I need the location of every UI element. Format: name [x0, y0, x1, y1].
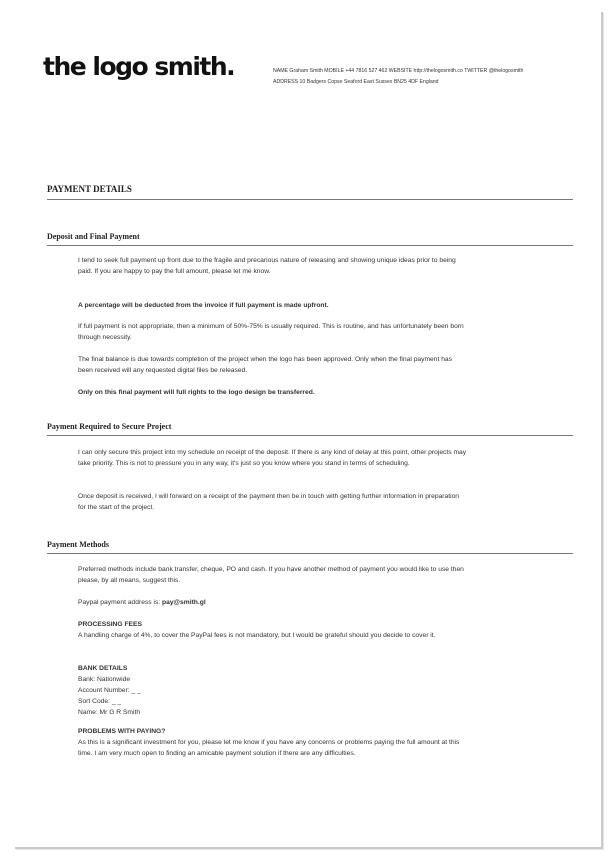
section-heading-secure: Payment Required to Secure Project: [47, 422, 172, 431]
problems-heading: PROBLEMS WITH PAYING?: [78, 728, 166, 735]
section-heading-methods: Payment Methods: [47, 540, 109, 549]
secure-paragraph-2: Once deposit is received, I will forward on a receipt of the payment then be in touch with getting further information in preparation for the start of the project.: [78, 493, 460, 511]
bank-heading: BANK DETAILS: [78, 665, 128, 672]
page-title: PAYMENT DETAILS: [47, 184, 132, 194]
divider-deposit: [47, 245, 573, 246]
paypal-address: pay@smith.gl: [162, 599, 206, 606]
section-heading-deposit: Deposit and Final Payment: [47, 232, 140, 241]
title-divider: [47, 199, 573, 200]
bank-account-name: Name: Mr G R Smith: [78, 709, 141, 716]
problems-text: As this is a significant investment for you, please let me know if you have any concerns or problems paying the full amount at this time. I am very much open to finding an amicable payment solution if there are any difficulties.: [78, 739, 460, 757]
deposit-paragraph-3: If full payment is not appropriate, then a minimum of 50%-75% is usually required. This is routine, and has unfortunately been born through necessity.: [78, 323, 464, 341]
divider-secure: [47, 435, 573, 436]
bank-details: [78, 674, 468, 718]
fees-heading: PROCESSING FEES: [78, 621, 142, 628]
bank-name: Bank: Nationwide: [78, 676, 131, 683]
deposit-paragraph-1: I tend to seek full payment up front due to the fragile and precarious nature of releasing and showing unique ideas prior to being paid. If you are happy to pay the full amount, please let me know.: [78, 257, 456, 275]
deposit-paragraph-4: The final balance is due towards completion of the project when the logo has been approved. Only when the final payment has been received will any requested digital files be released.: [78, 356, 452, 374]
methods-paragraph-1: Preferred methods include bank transfer, cheque, PO and cash. If you have another method of payment you would like to use then please, by all means, suggest this.: [78, 566, 464, 584]
bank-account-number: Account Number: _ _: [78, 687, 141, 694]
secure-paragraph-1: I can only secure this project into my schedule on receipt of the deposit. If there is any kind of delay at this point, other projects may take priority. This is not to pressure you in any way, it's just so you know where you stand in terms of scheduling.: [78, 449, 467, 467]
contact-line-1: NAME Graham Smith MOBILE +44 7816 527 462 WEBSITE http://thelogosmith.co TWITTER @thelogosmith: [273, 68, 524, 74]
bank-sort-code: Sort Code: _ _: [78, 698, 122, 705]
deposit-paragraph-2: A percentage will be deducted from the invoice if full payment is made upfront.: [78, 302, 329, 309]
brand-logo: the logo smith.: [43, 52, 235, 81]
divider-methods: [47, 553, 573, 554]
contact-block: [273, 66, 593, 88]
paypal-label: Paypal payment address is:: [78, 599, 163, 606]
document-page: [15, 12, 603, 849]
contact-line-2: ADDRESS 10 Badgers Copse Seaford East Sussex BN25 4DF England: [273, 79, 439, 85]
fees-text: A handling charge of 4%, to cover the PayPal fees is not mandatory, but I would be grateful should you decide to cover it.: [78, 632, 436, 639]
paypal-line: [78, 597, 468, 608]
deposit-paragraph-5: Only on this final payment will full rights to the logo design be transferred.: [78, 389, 315, 396]
